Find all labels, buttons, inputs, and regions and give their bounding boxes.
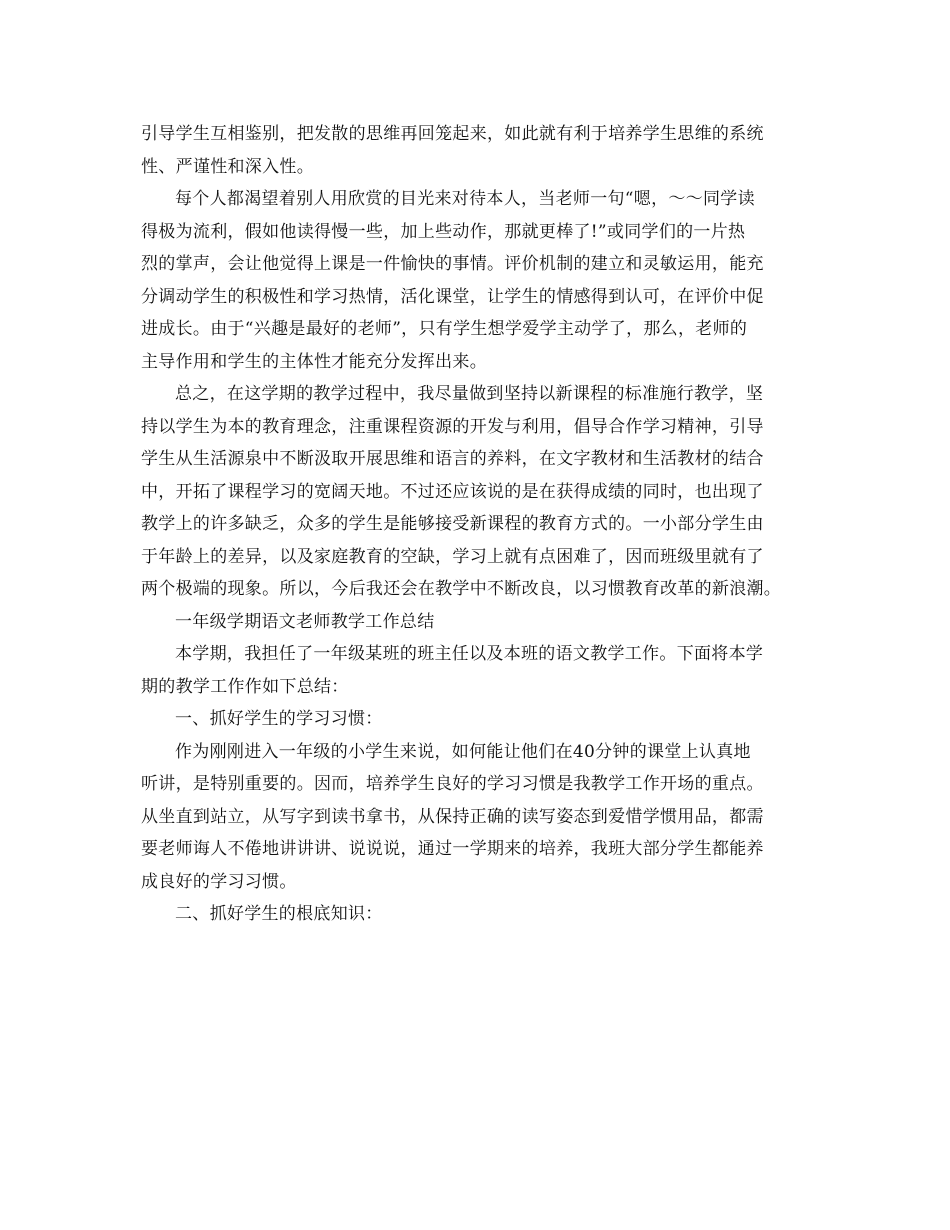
section-heading: 二、抓好学生的根底知识： bbox=[175, 904, 383, 924]
paragraph-line: 烈的掌声，会让他觉得上课是一件愉快的事情。评价机制的建立和灵敏运用，能充 bbox=[141, 254, 764, 274]
paragraph-line: 引导学生互相鉴别，把发散的思维再回笼起来，如此就有利于培养学生思维的系统 bbox=[141, 124, 764, 144]
paragraph-line: 期的教学工作作如下总结： bbox=[141, 676, 349, 697]
paragraph-line: 成良好的学习习惯。 bbox=[141, 871, 297, 892]
paragraph-line: 每个人都渴望着别人用欣赏的目光来对待本人，当老师一句“嗯，～～同学读 bbox=[175, 189, 755, 209]
paragraph-line: 于年龄上的差异，以及家庭教育的空缺，学习上就有点困难了，因而班级里就有了 bbox=[141, 546, 764, 567]
paragraph-line: 教学上的许多缺乏，众多的学生是能够接受新课程的教育方式的。一小部分学生由 bbox=[141, 514, 764, 534]
paragraph-line: 得极为流利，假如他读得慢一些，加上些动作，那就更棒了!”或同学们的一片热 bbox=[141, 221, 746, 242]
paragraph-line: 中，开拓了课程学习的宽阔天地。不过还应该说的是在获得成绩的同时，也出现了 bbox=[141, 481, 764, 502]
paragraph-line: 主导作用和学生的主体性才能充分发挥出来。 bbox=[141, 351, 487, 372]
paragraph-line: 听讲，是特别重要的。因而，培养学生良好的学习习惯是我教学工作开场的重点。 bbox=[141, 774, 764, 794]
paragraph-line: 进成长。由于“兴趣是最好的老师”，只有学生想学爱学主动学了，那么，老师的 bbox=[141, 319, 748, 339]
document-body bbox=[141, 118, 821, 931]
paragraph-line: 两个极端的现象。所以，今后我还会在教学中不断改良，以习惯教育改革的新浪潮。 bbox=[141, 579, 782, 599]
paragraph-line: 本学期，我担任了一年级某班的班主任以及本班的语文教学工作。下面将本学 bbox=[175, 644, 764, 664]
paragraph-line: 分调动学生的积极性和学习热情，活化课堂，让学生的情感得到认可，在评价中促 bbox=[141, 286, 764, 307]
paragraph-line: 要老师诲人不倦地讲讲讲、说说说，通过一学期来的培养，我班大部分学生都能养 bbox=[141, 839, 764, 859]
section-heading: 一、抓好学生的学习习惯： bbox=[175, 709, 383, 729]
paragraph-line: 作为刚刚进入一年级的小学生来说，如何能让他们在40分钟的课堂上认真地 bbox=[175, 741, 751, 762]
section-title: 一年级学期语文老师教学工作总结 bbox=[175, 611, 435, 632]
paragraph-line: 学生从生活源泉中不断汲取开展思维和语言的养料，在文字教材和生活教材的结合 bbox=[141, 449, 764, 469]
paragraph-line: 性、严谨性和深入性。 bbox=[141, 156, 314, 177]
paragraph-line: 总之，在这学期的教学过程中，我尽量做到坚持以新课程的标准施行教学，坚 bbox=[175, 384, 764, 404]
paragraph-line: 持以学生为本的教育理念，注重课程资源的开发与利用，倡导合作学习精神，引导 bbox=[141, 416, 764, 437]
paragraph-line: 从坐直到站立，从写字到读书拿书，从保持正确的读写姿态到爱惜学惯用品，都需 bbox=[141, 806, 764, 827]
